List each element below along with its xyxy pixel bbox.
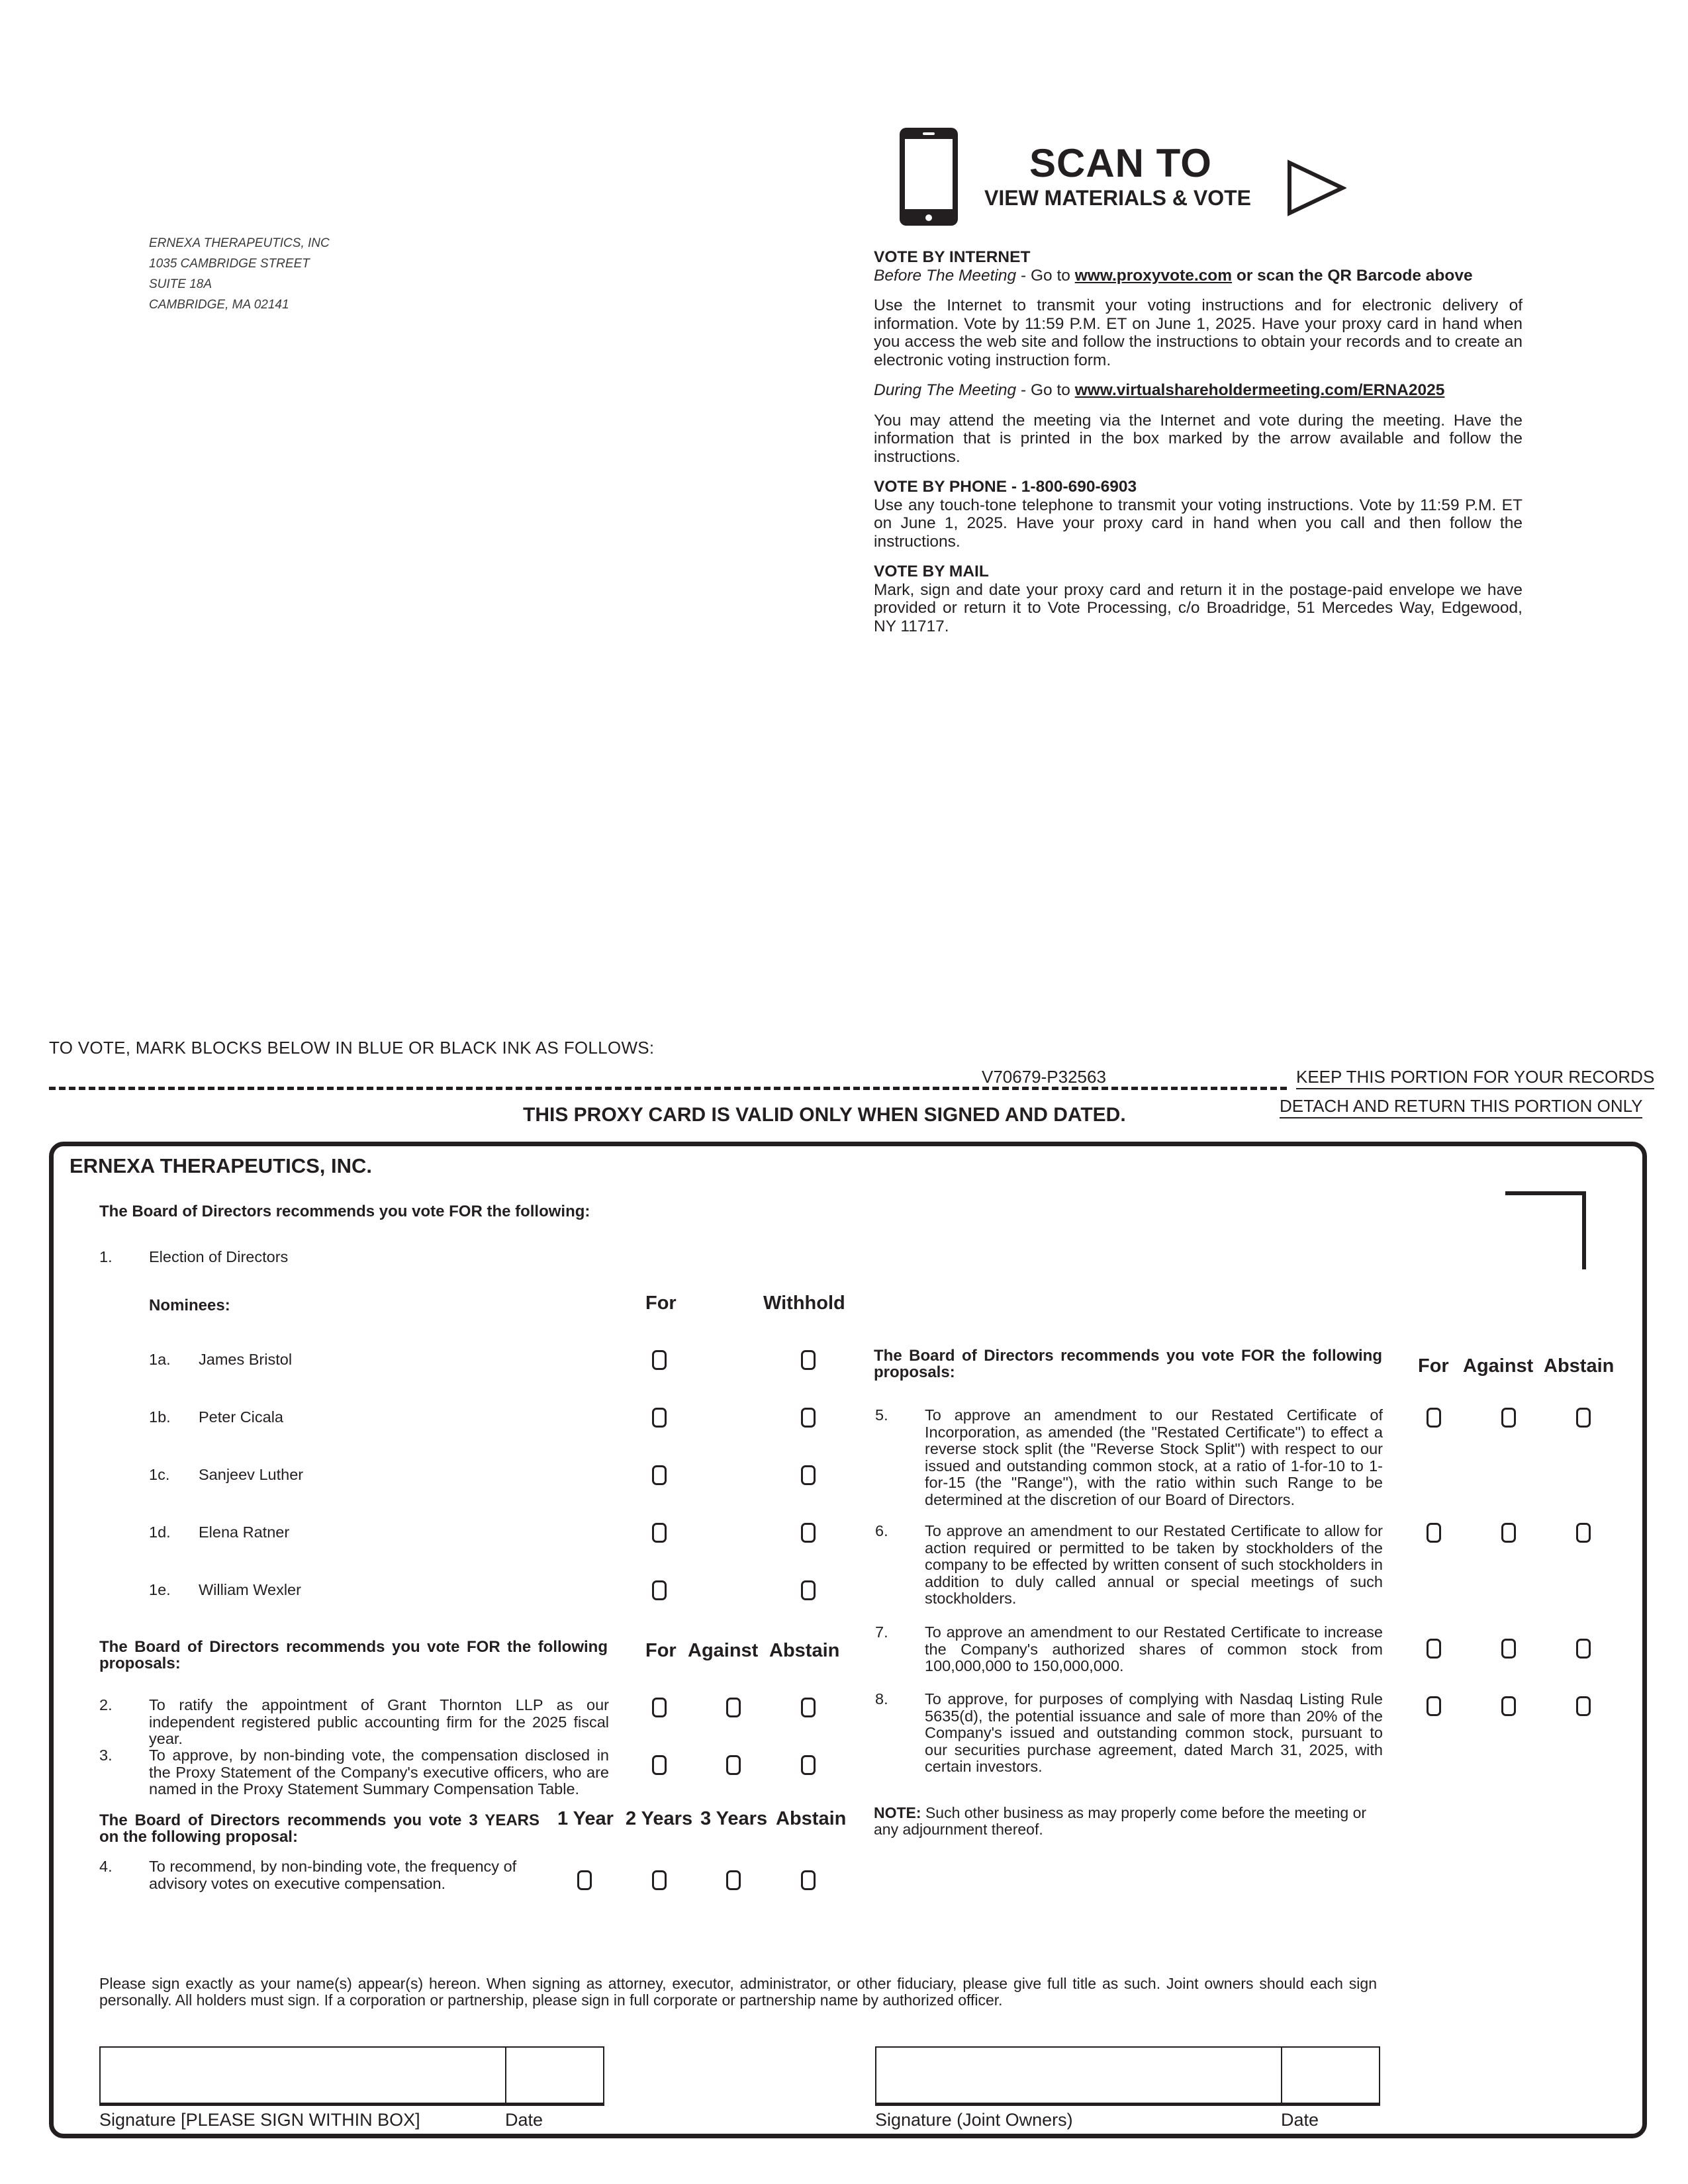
address-line-4: CAMBRIDGE, MA 02141 <box>149 298 289 312</box>
col-header-1-year: 1 Year <box>557 1808 614 1829</box>
nominee-id: 1b. <box>149 1408 171 1426</box>
joint-date-box[interactable] <box>1281 2046 1380 2106</box>
proposal-5-number: 5. <box>875 1406 888 1424</box>
nominee-name: Peter Cicala <box>199 1408 283 1426</box>
proposal-2-number: 2. <box>99 1696 113 1713</box>
for-checkbox[interactable] <box>1427 1639 1441 1659</box>
nominee-id: 1e. <box>149 1581 171 1598</box>
virtual-meeting-link[interactable]: www.virtualshareholdermeeting.com/ERNA2025 <box>1074 381 1445 399</box>
proposal-5-text: To approve an amendment to our Restated Certificate of Incorporation, as amended (the "Restated Certificate") to effect a reverse stock split (the "Reverse Stock Split") with respect to our issued and outstanding common stock, at a ratio of 1-for-10 to 1-for-15 (the "Range"), with the ratio within such Range to be determined at the discretion of our Board of Directors. <box>925 1406 1383 1508</box>
nominee-name: William Wexler <box>199 1581 301 1598</box>
col-header-abstain: Abstain <box>776 1808 847 1829</box>
col-header-3-years: 3 Years <box>700 1808 768 1829</box>
abstain-checkbox[interactable] <box>801 1698 816 1717</box>
proposal-3-text: To approve, by non-binding vote, the compensation disclosed in the Proxy Statement of the Company's executive officers, who are named in the Proxy Statement Summary Compensation Table. <box>149 1747 609 1797</box>
withhold-checkbox[interactable] <box>801 1350 816 1370</box>
3-years-checkbox[interactable] <box>726 1870 741 1890</box>
col-header-withhold: Withhold <box>763 1293 845 1314</box>
against-checkbox[interactable] <box>726 1755 741 1775</box>
proposal-4-number: 4. <box>99 1858 113 1875</box>
withhold-checkbox[interactable] <box>801 1523 816 1543</box>
note-text: Such other business as may properly come before the meeting or any adjournment thereof. <box>874 1804 1371 1838</box>
company-name: ERNEXA THERAPEUTICS, INC. <box>70 1154 373 1177</box>
signature-label: Signature [PLEASE SIGN WITHIN BOX] <box>99 2110 420 2130</box>
proposal-3-number: 3. <box>99 1747 113 1764</box>
before-goto: - Go to <box>1016 266 1075 285</box>
withhold-checkbox[interactable] <box>801 1580 816 1600</box>
for-checkbox[interactable] <box>652 1698 667 1717</box>
joint-signature-box[interactable] <box>875 2046 1282 2106</box>
corner-mark <box>1505 1191 1586 1269</box>
abstain-checkbox[interactable] <box>801 1755 816 1775</box>
election-label: Election of Directors <box>149 1248 289 1265</box>
control-number: V70679-P32563 <box>982 1067 1106 1087</box>
proposal-6-number: 6. <box>875 1522 888 1539</box>
for-checkbox[interactable] <box>652 1523 667 1543</box>
joint-signature-label: Signature (Joint Owners) <box>875 2110 1073 2130</box>
address-line-2: 1035 CAMBRIDGE STREET <box>149 257 310 271</box>
during-goto: - Go to <box>1016 381 1075 399</box>
joint-date-label: Date <box>1281 2110 1319 2130</box>
col-header-for: For <box>645 1293 677 1314</box>
return-address <box>149 233 330 315</box>
against-checkbox[interactable] <box>1501 1523 1516 1543</box>
against-checkbox[interactable] <box>726 1698 741 1717</box>
before-tail: or scan the QR Barcode above <box>1232 266 1473 285</box>
note-label: NOTE: <box>874 1804 921 1821</box>
arrow-right-icon <box>1286 159 1346 217</box>
nominee-id: 1a. <box>149 1351 171 1368</box>
during-meeting-line <box>874 381 1523 400</box>
abstain-checkbox[interactable] <box>801 1870 816 1890</box>
for-checkbox[interactable] <box>1427 1696 1441 1716</box>
date-label: Date <box>505 2110 543 2130</box>
for-checkbox[interactable] <box>1427 1408 1441 1428</box>
col-header-against: Against <box>1463 1355 1534 1377</box>
nominee-name: Sanjeev Luther <box>199 1466 304 1483</box>
voting-instructions <box>874 248 1523 647</box>
phone-paragraph: Use any touch-tone telephone to transmit your voting instructions. Vote by 11:59 P.M. ET on June 1, 2025. Have your proxy card in hand when you call and then follow the instructions. <box>874 496 1523 551</box>
proposal-8-number: 8. <box>875 1690 888 1707</box>
recommend-heading-2: The Board of Directors recommends you vote FOR the following proposals: <box>99 1638 608 1672</box>
mark-instruction: TO VOTE, MARK BLOCKS BELOW IN BLUE OR BLACK INK AS FOLLOWS: <box>49 1038 655 1058</box>
signing-instructions: Please sign exactly as your name(s) appear(s) hereon. When signing as attorney, executor, administrator, or other fiduciary, please give full title as such. Joint owners should each sign personally. All holders must sign. If a corporation or partnership, please sign in full corporate or partnership name by authorized officer. <box>99 1975 1377 2009</box>
proxyvote-link[interactable]: www.proxyvote.com <box>1074 266 1233 285</box>
1-year-checkbox[interactable] <box>577 1870 592 1890</box>
for-checkbox[interactable] <box>652 1580 667 1600</box>
col-header-2-years: 2 Years <box>626 1808 693 1829</box>
for-checkbox[interactable] <box>652 1350 667 1370</box>
scan-subtitle: VIEW MATERIALS & VOTE <box>984 186 1251 210</box>
recommend-heading-1: The Board of Directors recommends you vote FOR the following: <box>99 1203 590 1220</box>
against-checkbox[interactable] <box>1501 1696 1516 1716</box>
recommend-heading-3: The Board of Directors recommends you vote 3 YEARS on the following proposal: <box>99 1811 539 1846</box>
col-header-for: For <box>1418 1355 1449 1377</box>
proposal-7-number: 7. <box>875 1623 888 1641</box>
for-checkbox[interactable] <box>652 1755 667 1775</box>
before-meeting-line <box>874 267 1523 285</box>
nominee-id: 1c. <box>149 1466 170 1483</box>
note <box>874 1805 1387 1838</box>
for-checkbox[interactable] <box>1427 1523 1441 1543</box>
before-meeting-label: Before The Meeting <box>874 266 1017 285</box>
proposal-8-text: To approve, for purposes of complying with Nasdaq Listing Rule 5635(d), the potential issuance and sale of more than 20% of the Company's issued and outstanding common stock, pursuant to our securities purchase agreement, dated March 31, 2025, with certain investors. <box>925 1690 1383 1775</box>
nominee-name: Elena Ratner <box>199 1524 290 1541</box>
address-line-3: SUITE 18A <box>149 277 212 291</box>
nominees-label: Nominees: <box>149 1297 230 1314</box>
internet-paragraph: Use the Internet to transmit your voting instructions and for electronic delivery of information. Vote by 11:59 P.M. ET on June 1, 2025. Have your proxy card in hand when you access the web site and follow the instructions to obtain your records and to create an electronic voting instruction form. <box>874 296 1523 369</box>
abstain-checkbox[interactable] <box>1576 1639 1591 1659</box>
vote-phone-heading: VOTE BY PHONE - 1-800-690-6903 <box>874 478 1137 496</box>
against-checkbox[interactable] <box>1501 1408 1516 1428</box>
withhold-checkbox[interactable] <box>801 1408 816 1428</box>
proposal-2-text: To ratify the appointment of Grant Thornton LLP as our independent registered public accounting firm for the 2025 fiscal year. <box>149 1696 609 1747</box>
election-number: 1. <box>99 1248 113 1265</box>
detach-portion-label: DETACH AND RETURN THIS PORTION ONLY <box>1280 1096 1642 1118</box>
scan-title: SCAN TO <box>1029 141 1212 185</box>
nominee-id: 1d. <box>149 1524 171 1541</box>
vote-internet-heading: VOTE BY INTERNET <box>874 248 1031 266</box>
col-header-abstain: Abstain <box>769 1640 840 1661</box>
for-checkbox[interactable] <box>652 1408 667 1428</box>
vote-mail-heading: VOTE BY MAIL <box>874 563 989 580</box>
withhold-checkbox[interactable] <box>801 1465 816 1485</box>
keep-portion-label: KEEP THIS PORTION FOR YOUR RECORDS <box>1296 1067 1654 1089</box>
2-years-checkbox[interactable] <box>652 1870 667 1890</box>
for-checkbox[interactable] <box>652 1465 667 1485</box>
proposal-4-text: To recommend, by non-binding vote, the frequency of advisory votes on executive compensation. <box>149 1858 517 1892</box>
during-paragraph: You may attend the meeting via the Internet and vote during the meeting. Have the information that is printed in the box marked by the arrow available and follow the instructions. <box>874 411 1523 466</box>
nominee-name: James Bristol <box>199 1351 293 1368</box>
recommend-heading-4: The Board of Directors recommends you vote FOR the following proposals: <box>874 1347 1382 1381</box>
abstain-checkbox[interactable] <box>1576 1523 1591 1543</box>
col-header-abstain: Abstain <box>1544 1355 1615 1377</box>
proposal-7-text: To approve an amendment to our Restated Certificate to increase the Company's authorized shares of common stock from 100,000,000 to 150,000,000. <box>925 1623 1383 1674</box>
against-checkbox[interactable] <box>1501 1639 1516 1659</box>
valid-notice: THIS PROXY CARD IS VALID ONLY WHEN SIGNED AND DATED. <box>523 1104 1126 1126</box>
signature-box[interactable] <box>99 2046 506 2106</box>
address-line-1: ERNEXA THERAPEUTICS, INC <box>149 236 330 250</box>
col-header-against: Against <box>688 1640 759 1661</box>
smartphone-icon <box>898 126 960 228</box>
abstain-checkbox[interactable] <box>1576 1696 1591 1716</box>
date-box[interactable] <box>505 2046 604 2106</box>
proposal-6-text: To approve an amendment to our Restated Certificate to allow for action required or permitted to be taken by stockholders of the company to be effected by written consent of such stockholders in addition to duly called annual or special meetings of such stockholders. <box>925 1522 1383 1607</box>
during-meeting-label: During The Meeting <box>874 381 1017 399</box>
abstain-checkbox[interactable] <box>1576 1408 1591 1428</box>
mail-paragraph: Mark, sign and date your proxy card and return it in the postage-paid envelope we have provided or return it to Vote Processing, c/o Broadridge, 51 Mercedes Way, Edgewood, NY 11717. <box>874 580 1523 635</box>
col-header-for: For <box>645 1640 677 1661</box>
